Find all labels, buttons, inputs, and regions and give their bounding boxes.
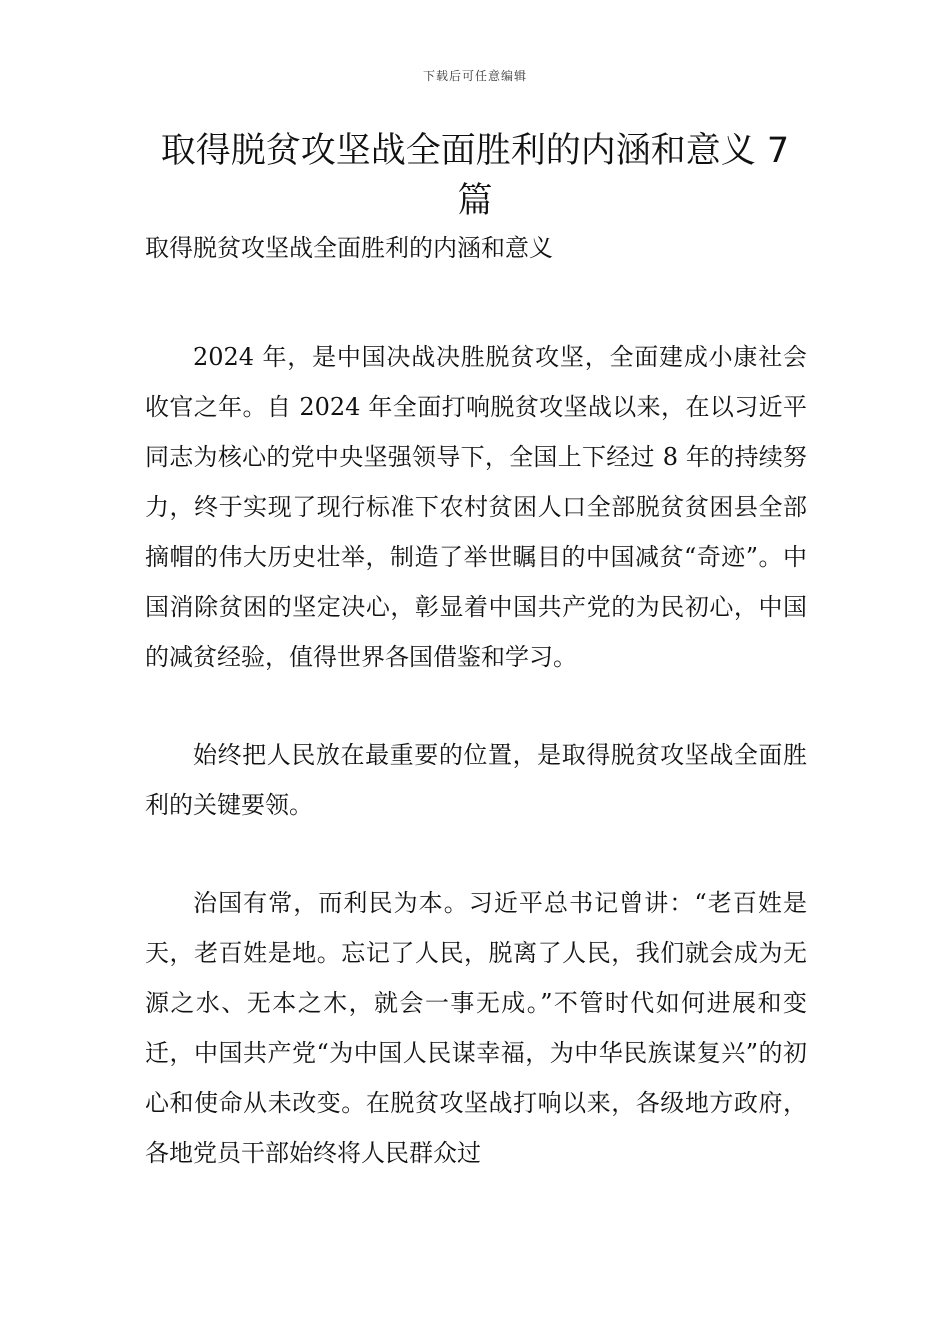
paragraph-2: 始终把人民放在最重要的位置，是取得脱贫攻坚战全面胜利的关键要领。 bbox=[145, 741, 807, 819]
paragraph-1: 2024 年，是中国决战决胜脱贫攻坚，全面建成小康社会收官之年。自 2024 年全面打响脱贫攻坚战以来，在以习近平同志为核心的党中央坚强领导下，全国上下经过 8 年的持续努力，终于实现了现行标准下农村贫困人口全部脱贫贫困县全部摘帽的伟大历史壮举，制造了举世瞩目的中国减贫“奇迹”。中国消除贫困的坚定决心，彰显着中国共产党的为民初心，中国的减贫经验，值得世界各国借鉴和学习。 bbox=[145, 343, 807, 671]
document-title: 取得脱贫攻坚战全面胜利的内涵和意义 7 篇 bbox=[160, 131, 790, 221]
header-note: 下载后可任意编辑 bbox=[422, 69, 527, 83]
document-body bbox=[145, 332, 807, 1226]
document-subtitle: 取得脱贫攻坚战全面胜利的内涵和意义 bbox=[145, 234, 553, 262]
paragraph-3: 治国有常，而利民为本。习近平总书记曾讲：“老百姓是天，老百姓是地。忘记了人民，脱离了人民，我们就会成为无源之水、无本之木，就会一事无成。”不管时代如何进展和变迁，中国共产党“为中国人民谋幸福，为中华民族谋复兴”的初心和使命从未改变。在脱贫攻坚战打响以来，各级地方政府，各地党员干部始终将人民群众过 bbox=[145, 889, 807, 1167]
